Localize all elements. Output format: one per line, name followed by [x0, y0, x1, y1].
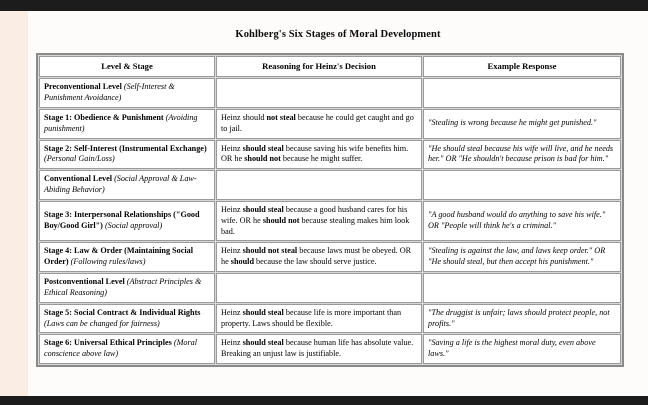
reasoning-text: Heinz	[221, 204, 243, 214]
reasoning-text: Heinz	[221, 143, 243, 153]
reasoning-emphasis: should steal	[242, 143, 284, 153]
top-letterbox-bar	[0, 0, 648, 11]
page-title: Kohlberg's Six Stages of Moral Development	[235, 29, 441, 40]
stage-name: Stage 2: Self-Interest (Instrumental Exchange)	[44, 143, 207, 153]
stage-subtitle: (Social Approval & Law-Abiding Behavior)	[44, 174, 197, 195]
reasoning-text: because he could get caught and go to jail.	[221, 113, 414, 133]
reasoning-emphasis: should not	[244, 154, 281, 164]
reasoning-text: because human life has absolute value. Breaking an unjust law is justifiable.	[221, 338, 414, 359]
reasoning-emphasis: should steal	[242, 204, 284, 214]
cell-example-response	[423, 273, 621, 303]
reasoning-text: because saving his wife benefits him. OR he	[221, 143, 409, 164]
cell-reasoning	[216, 170, 422, 200]
cell-reasoning	[216, 334, 422, 364]
table-row	[39, 273, 621, 303]
cell-reasoning	[216, 273, 422, 303]
cell-level-stage	[39, 109, 215, 139]
stage-subtitle: (Self-Interest & Punishment Avoidance)	[44, 82, 175, 103]
stage-subtitle: (Personal Gain/Loss)	[44, 154, 115, 164]
table-row	[39, 242, 621, 272]
cell-example-response: "The druggist is unfair; laws should protect people, not profits."	[423, 304, 621, 334]
reasoning-text: because life is more important than property. Laws should be flexible.	[221, 307, 402, 328]
stage-name: Preconventional Level	[44, 82, 122, 92]
reasoning-emphasis: not steal	[266, 113, 296, 122]
stage-subtitle: (Social approval)	[104, 221, 163, 231]
stage-subtitle: (Moral conscience above law)	[44, 338, 198, 359]
cell-level-stage	[39, 242, 215, 272]
table-row	[39, 334, 621, 364]
cell-example-response	[423, 78, 621, 108]
reasoning-text: Heinz	[221, 246, 243, 256]
cell-example-response: "Stealing is wrong because he might get punished."	[423, 109, 621, 139]
cell-reasoning	[216, 242, 422, 272]
reasoning-text: because he might suffer.	[280, 154, 363, 164]
stage-name: Stage 6: Universal Ethical Principles	[44, 338, 172, 348]
stage-name: Stage 5: Social Contract & Individual Rights	[44, 307, 201, 317]
reasoning-text: because laws must be obeyed. OR he	[221, 246, 412, 267]
bottom-letterbox-bar	[0, 396, 648, 405]
column-header-reasoning: Reasoning for Heinz's Decision	[216, 56, 422, 77]
cell-level-stage	[39, 170, 215, 200]
reasoning-text: because the law should serve justice.	[254, 257, 377, 267]
reasoning-emphasis: should steal	[242, 307, 284, 317]
cell-level-stage	[39, 201, 215, 241]
cell-level-stage	[39, 140, 215, 170]
cell-example-response: "Saving a life is the highest moral duty, even above laws."	[423, 334, 621, 364]
cell-reasoning	[216, 78, 422, 108]
stage-subtitle: (Avoiding punishment)	[44, 113, 198, 133]
stage-subtitle: (Abstract Principles & Ethical Reasoning)	[44, 277, 202, 297]
cell-level-stage	[39, 334, 215, 364]
stage-subtitle: (Laws can be changed for fairness)	[44, 318, 160, 328]
table-header-row	[39, 56, 621, 77]
reasoning-emphasis: should not steal	[242, 246, 298, 256]
cell-level-stage	[39, 273, 215, 303]
reasoning-text: Heinz	[221, 338, 243, 348]
table-row	[39, 140, 621, 170]
cell-level-stage	[39, 304, 215, 334]
reasoning-text: Heinz should	[221, 113, 267, 122]
stage-name: Conventional Level	[44, 174, 113, 184]
column-header-example-response: Example Response	[423, 56, 621, 77]
reasoning-text: Heinz	[221, 307, 243, 317]
cell-level-stage	[39, 78, 215, 108]
cell-example-response: "He should steal because his wife will live, and he needs her." OR "He shouldn't because prison is bad for him."	[423, 140, 621, 170]
table-row	[39, 201, 621, 241]
table-row	[39, 304, 621, 334]
reasoning-text: because stealing makes him look bad.	[221, 215, 410, 236]
cell-example-response: "A good husband would do anything to save his wife." OR "People will think he's a criminal."	[423, 201, 621, 241]
reasoning-emphasis: should	[230, 257, 254, 267]
table-body	[39, 78, 621, 364]
cell-reasoning	[216, 140, 422, 170]
document-page	[28, 11, 648, 396]
table-row	[39, 78, 621, 108]
moral-development-table	[36, 53, 624, 367]
column-header-level-stage: Level & Stage	[39, 56, 215, 77]
stage-name: Postconventional Level	[44, 277, 125, 287]
table-row	[39, 170, 621, 200]
reasoning-text: because a good husband cares for his wife. OR he	[221, 204, 408, 225]
reasoning-emphasis: should not	[262, 215, 300, 225]
stage-name: Stage 4: Law & Order (Maintaining Social Order)	[44, 246, 194, 267]
cell-reasoning	[216, 201, 422, 241]
stage-name: Stage 1: Obedience & Punishment	[44, 113, 164, 122]
reasoning-emphasis: should steal	[242, 338, 284, 348]
cell-example-response	[423, 170, 621, 200]
stage-name: Stage 3: Interpersonal Relationships ("Good Boy/Good Girl")	[44, 210, 200, 231]
table-row	[39, 109, 621, 139]
cell-reasoning	[216, 304, 422, 334]
stage-subtitle: (Following rules/laws)	[70, 257, 146, 267]
cell-reasoning	[216, 109, 422, 139]
cell-example-response: "Stealing is against the law, and laws keep order." OR "He should steal, but then accept his punishment."	[423, 242, 621, 272]
